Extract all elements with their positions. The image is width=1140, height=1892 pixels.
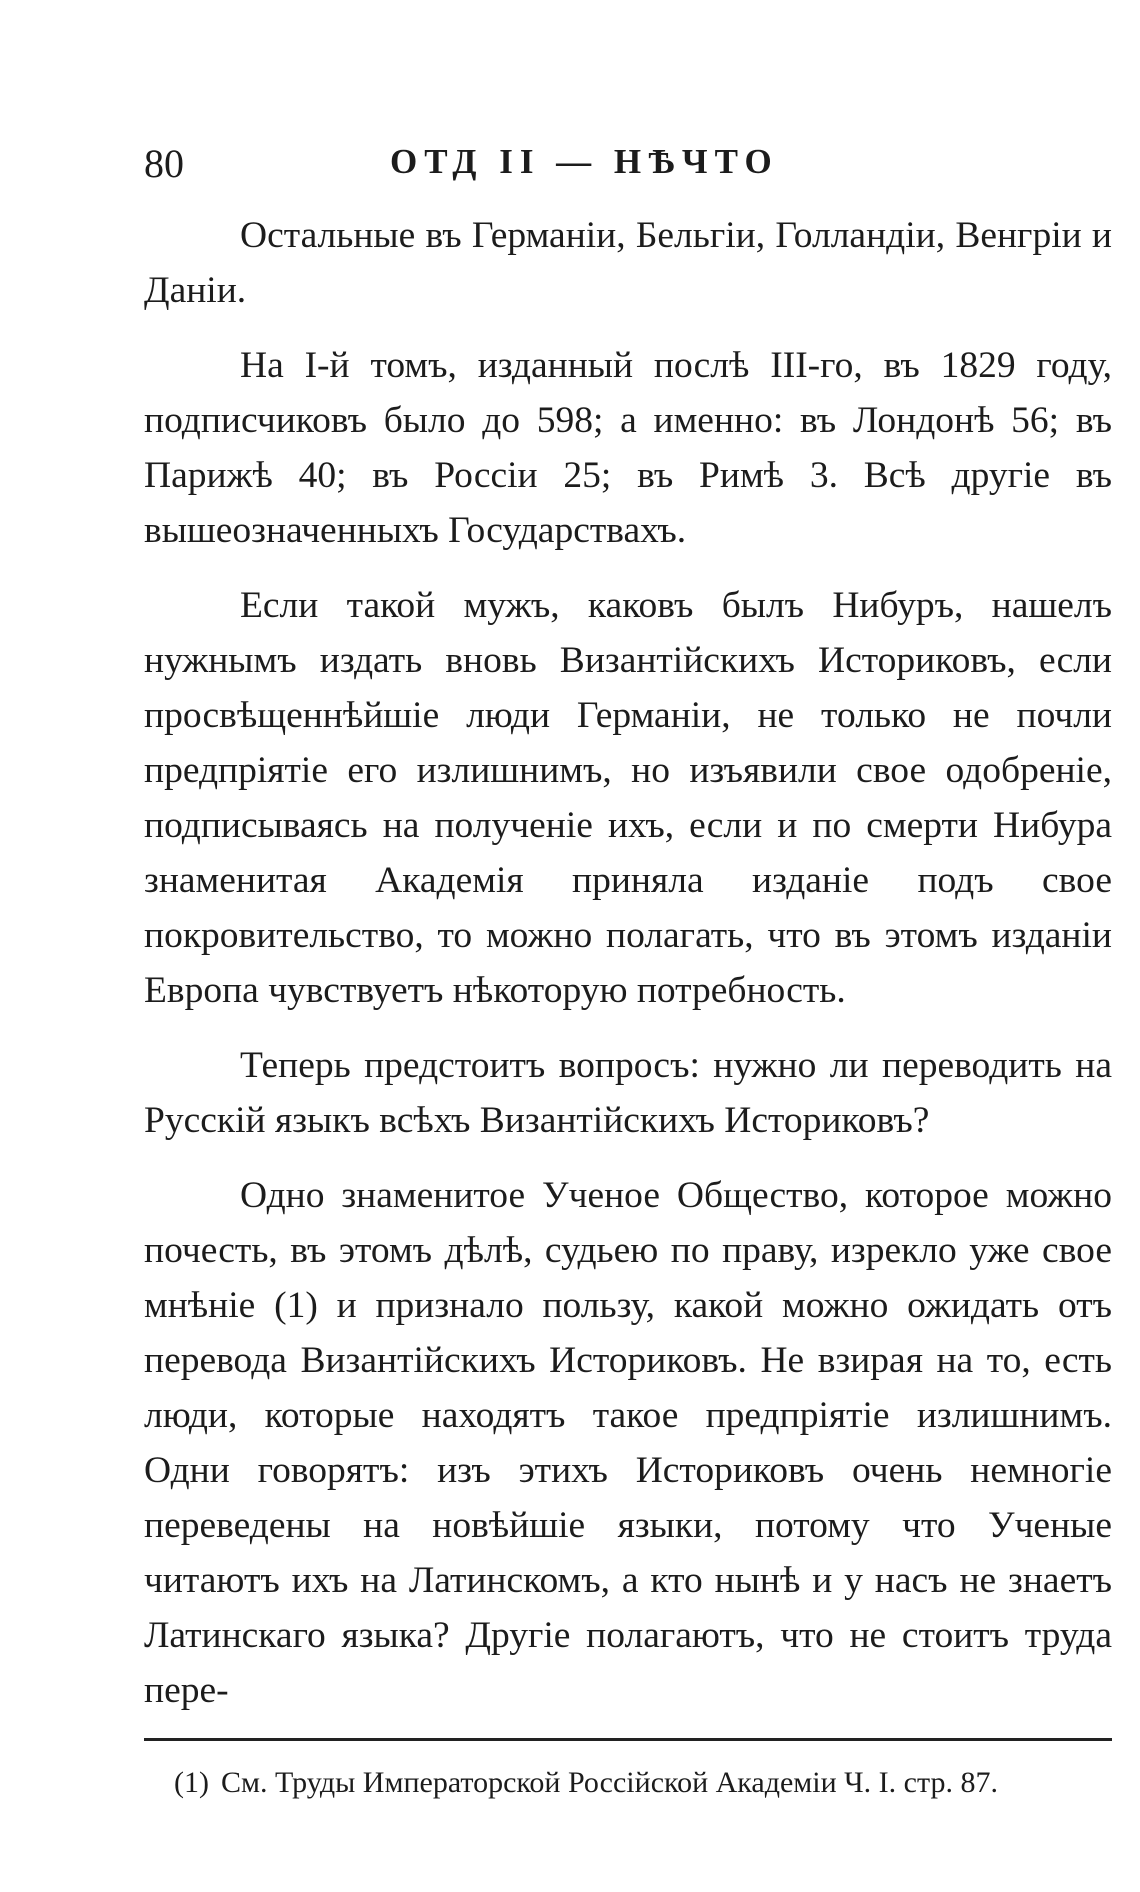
paragraph: На I-й томъ, изданный послѣ III-го, въ 1829 году, подписчиковъ было до 598; а именно: въ Лондонѣ 56; въ Парижѣ 40; въ Россіи 25; въ Римѣ 3. Всѣ другіе въ вышеозначенныхъ Государствахъ.	[144, 345, 1112, 551]
running-head: ОТД II — НѢЧТО	[390, 142, 779, 181]
footnote-text: См. Труды Императорской Россійской Академіи Ч. I. стр. 87.	[220, 1766, 998, 1799]
page-number: 80	[144, 141, 184, 186]
footnote-divider	[144, 1738, 1112, 1741]
body-text	[144, 208, 1112, 1738]
paragraph: Остальные въ Германіи, Бельгіи, Голландіи, Венгріи и Даніи.	[144, 215, 1112, 311]
footnote-marker: (1)	[174, 1766, 209, 1799]
footnote	[174, 1760, 1112, 1806]
page-header	[140, 134, 1100, 194]
paragraph: Теперь предстоитъ вопросъ: нужно ли переводить на Русскій языкъ всѣхъ Византійскихъ Историковъ?	[144, 1045, 1112, 1141]
paragraph: Если такой мужъ, каковъ былъ Нибуръ, нашелъ нужнымъ издать вновь Византійскихъ Историковъ, если просвѣщеннѣйшіе люди Германіи, не только не почли предпріятіе его излишнимъ, но изъявили свое одобреніе, подписываясь на полученіе ихъ, если и по смерти Нибура знаменитая Академія приняла изданіе подъ свое покровительство, то можно полагать, что въ этомъ изданіи Европа чувствуетъ нѣкоторую потребность.	[144, 585, 1112, 1011]
paragraph: Одно знаменитое Ученое Общество, которое можно почесть, въ этомъ дѣлѣ, судьею по праву, изрекло уже свое мнѣніе (1) и признало пользу, какой можно ожидать отъ перевода Византійскихъ Историковъ. Не взирая на то, есть люди, которые находятъ такое предпріятіе излишнимъ. Одни говорятъ: изъ этихъ Историковъ очень немногіе переведены на новѣйшіе языки, потому что Ученые читаютъ ихъ на Латинскомъ, а кто нынѣ и у насъ не знаетъ Латинскаго языка? Другіе полагаютъ, что не стоитъ труда пере-	[144, 1175, 1112, 1711]
